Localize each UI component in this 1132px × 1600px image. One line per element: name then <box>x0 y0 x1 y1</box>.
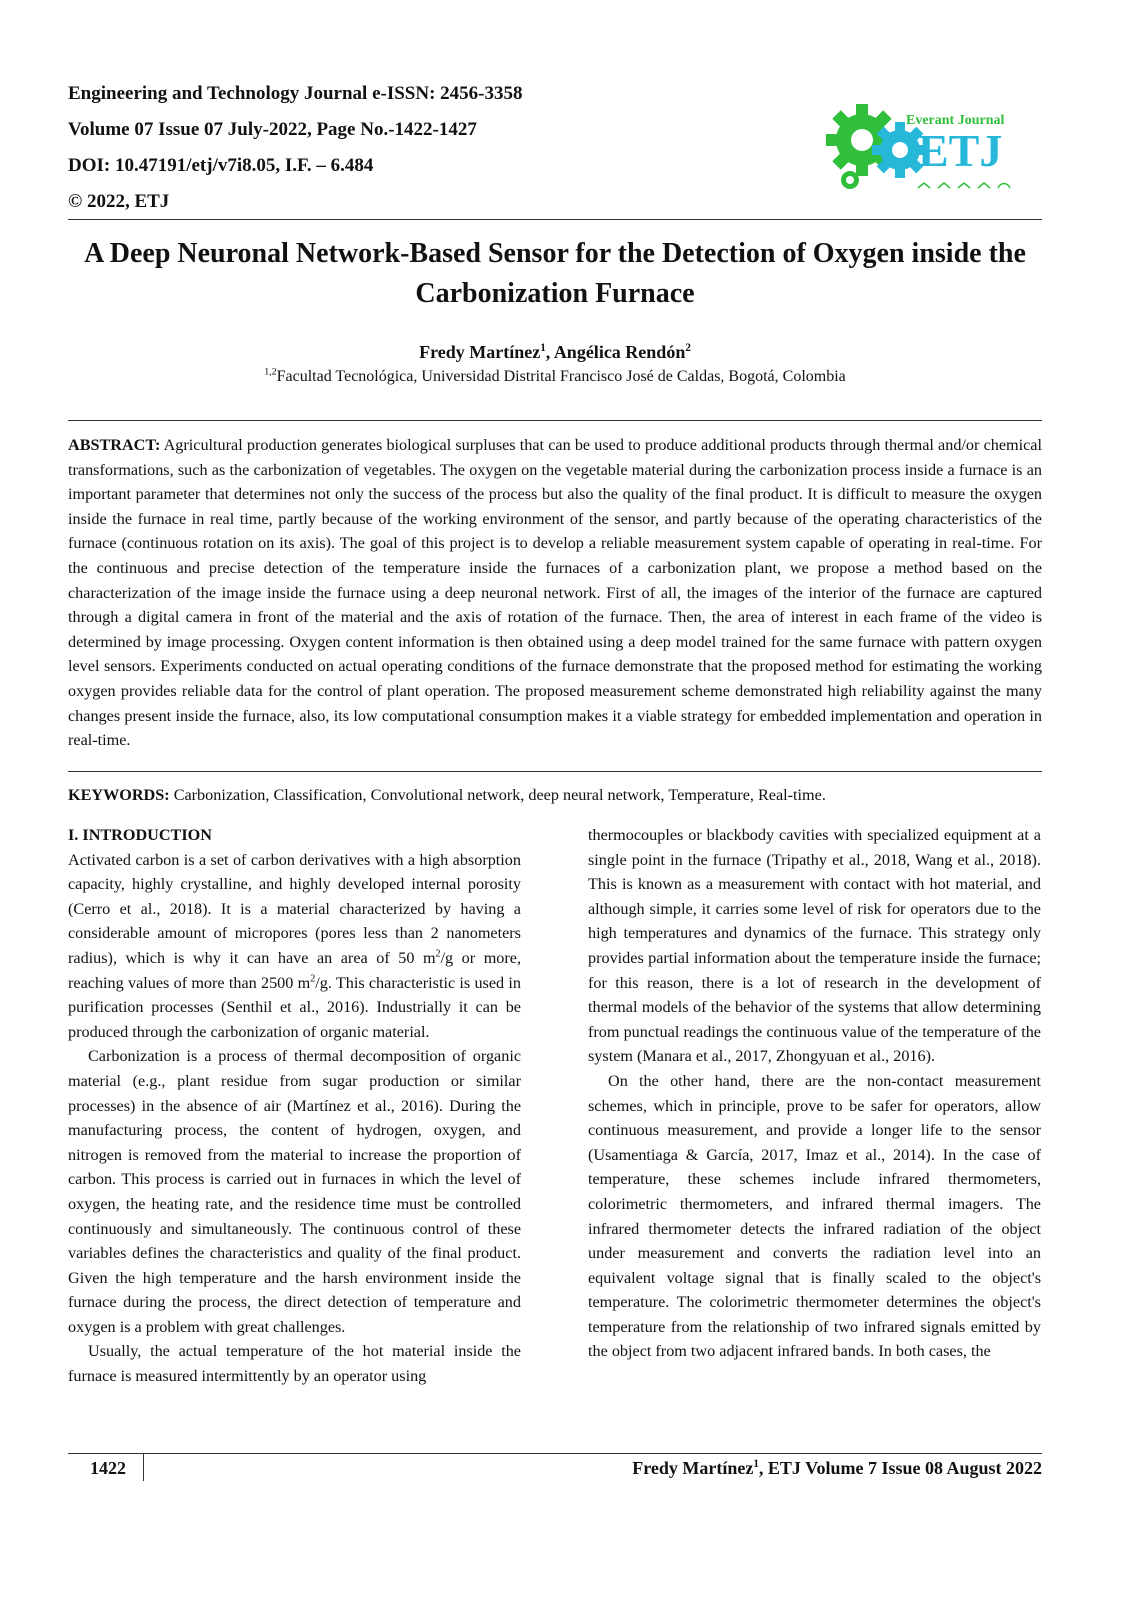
intro-p1-part-a: Activated carbon is a set of carbon derivatives with a high absorption capacity, highly crystalline, and highly developed internal porosity (Cerro et al., 2018). It is a material characterized by having a considerable amount of micropores (pores less than 2 nanometers radius), which is why it can have an area of 50 m <box>68 850 521 967</box>
authors <box>68 340 1042 364</box>
abstract-text: Agricultural production generates biological surpluses that can be used to produce additional products through thermal and/or chemical transformations, such as the carbonization of vegetables. The oxygen on the vegetable material during the carbonization process inside a furnace is an important parameter that determines not only the success of the process but also the quality of the final product. It is difficult to measure the oxygen inside the furnace in real time, partly because of the working environment of the sensor, and partly because of the operating characteristics of the furnace (continuous rotation on its axis). The goal of this project is to develop a reliable measurement system capable of operating in real-time. For the continuous and precise detection of the temperature inside the furnaces of a carbonization plant, we propose a method based on the characterization of the image inside the furnace using a deep neuronal network. First of all, the images of the interior of the furnace are captured through a digital camera in front of the material and the axis of rotation of the furnace. Then, the area of interest in each frame of the video is determined by image processing. Oxygen content information is then obtained using a deep model trained for the same furnace with pattern oxygen level sensors. Experiments conducted on actual operating conditions of the furnace demonstrate that the proposed method for estimating the working oxygen provides reliable data for the control of plant operation. The proposed measurement scheme demonstrated high reliability against the many changes present inside the furnace, also, its low computational consumption makes it a viable strategy for embedded implementation and operation in real-time. <box>68 436 1042 750</box>
footer-author-sup: 1 <box>753 1458 759 1470</box>
header-rule <box>68 219 1042 220</box>
abstract-top-rule <box>68 420 1042 421</box>
keywords <box>68 783 1042 807</box>
affiliation-text: Facultad Tecnológica, Universidad Distrital Francisco José de Caldas, Bogotá, Colombia <box>276 368 846 385</box>
paper-title: A Deep Neuronal Network-Based Sensor for the Detection of Oxygen inside the Carbonization Furnace <box>84 238 1026 309</box>
keywords-label: KEYWORDS: <box>68 786 170 804</box>
intro-paragraph-2: Carbonization is a process of thermal decomposition of organic material (e.g., plant residue from sugar production or similar processes) in the absence of air (Martínez et al., 2016). During the manufacturing process, the content of hydrogen, oxygen, and nitrogen is removed from the material to increase the proportion of carbon. This process is carried out in furnaces in which the level of oxygen, the heating rate, and the residence time must be controlled continuously and simultaneously. The continuous control of these variables defines the characteristics and quality of the final product. Given the high temperature and the harsh environment inside the furnace during the process, the direct detection of temperature and oxygen is a problem with great challenges. <box>68 1047 521 1336</box>
intro-paragraph-3: Usually, the actual temperature of the hot material inside the furnace is measured intermittently by an operator using <box>68 1342 521 1386</box>
intro-p1-part-b: /g or more, reaching values of more than 2500 m <box>68 948 522 992</box>
volume-line: Volume 07 Issue 07 July-2022, Page No.-1422-1427 <box>68 119 477 140</box>
footer-separator <box>143 1453 144 1481</box>
footer-citation-text: , ETJ Volume 7 Issue 08 August 2022 <box>758 1458 1042 1478</box>
right-column <box>588 823 1041 1364</box>
intro-paragraph-4: thermocouples or blackbody cavities with specialized equipment at a single point in the furnace (Tripathy et al., 2018, Wang et al., 2018). This is known as a measurement with contact with hot material, and although simple, it carries some level of risk for operators due to the high temperatures and dynamics of the furnace. This strategy only provides partial information about the temperature inside the furnace; for this reason, there is a lot of research in the development of thermal models of the behavior of the systems that allow determining from punctual readings the continuous value of the temperature of the system (Manara et al., 2017, Zhongyuan et al., 2016). <box>588 826 1041 1066</box>
affiliation <box>68 366 1042 388</box>
abstract <box>68 433 1042 753</box>
intro-paragraph-5: On the other hand, there are the non-contact measurement schemes, which in principle, prove to be safer for operators, allow continuous measurement, and provide a longer life to the sensor (Usamentiaga & García, 2017, Imaz et al., 2014). In the case of temperature, these schemes include infrared thermometers, colorimetric thermometers, and infrared thermal imagers. The infrared thermometer detects the infrared radiation of the object under measurement and converts the radiation level into an equivalent voltage signal that is finally scaled to the object's temperature. The colorimetric thermometer determines the object's temperature from the relationship of two infrared signals emitted by the object from two adjacent infrared bands. In both cases, the <box>588 1071 1041 1361</box>
footer-citation <box>632 1458 1042 1479</box>
intro-p1-sup-2: 2 <box>310 973 316 985</box>
etj-logo <box>822 92 1040 202</box>
abstract-label: ABSTRACT: <box>68 436 161 454</box>
intro-p1-sup-1: 2 <box>435 948 441 960</box>
journal-issn: Engineering and Technology Journal e-ISSN: 2456-3358 <box>68 83 523 104</box>
author-2: Angélica Rendón <box>553 342 686 362</box>
abstract-bottom-rule <box>68 771 1042 772</box>
author-1: Fredy Martínez <box>419 342 541 362</box>
footer-rule <box>68 1453 1042 1454</box>
intro-paragraph-1 <box>68 848 521 1045</box>
journal-header <box>68 76 688 220</box>
intro-p1-part-c: /g. This characteristic is used in purification processes (Senthil et al., 2016). Industrially it can be produced through the carbonization of organic material. <box>68 973 521 1041</box>
footer-author: Fredy Martínez <box>632 1458 754 1478</box>
section-heading: I. INTRODUCTION <box>68 826 212 844</box>
logo-text-top: Everant Journal <box>906 113 1005 128</box>
copyright: © 2022, ETJ <box>68 191 170 212</box>
logo-text-main: ETJ <box>918 125 1003 176</box>
affiliation-sup: 1,2 <box>264 366 277 378</box>
keywords-text: Carbonization, Classification, Convolutional network, deep neural network, Temperature, Real-time. <box>169 786 826 804</box>
author-separator: , <box>545 342 554 362</box>
doi-line: DOI: 10.47191/etj/v7i8.05, I.F. – 6.484 <box>68 155 374 176</box>
left-column <box>68 823 521 1389</box>
page-number: 1422 <box>90 1458 126 1478</box>
author-1-sup: 1 <box>540 342 546 354</box>
author-2-sup: 2 <box>685 342 691 354</box>
